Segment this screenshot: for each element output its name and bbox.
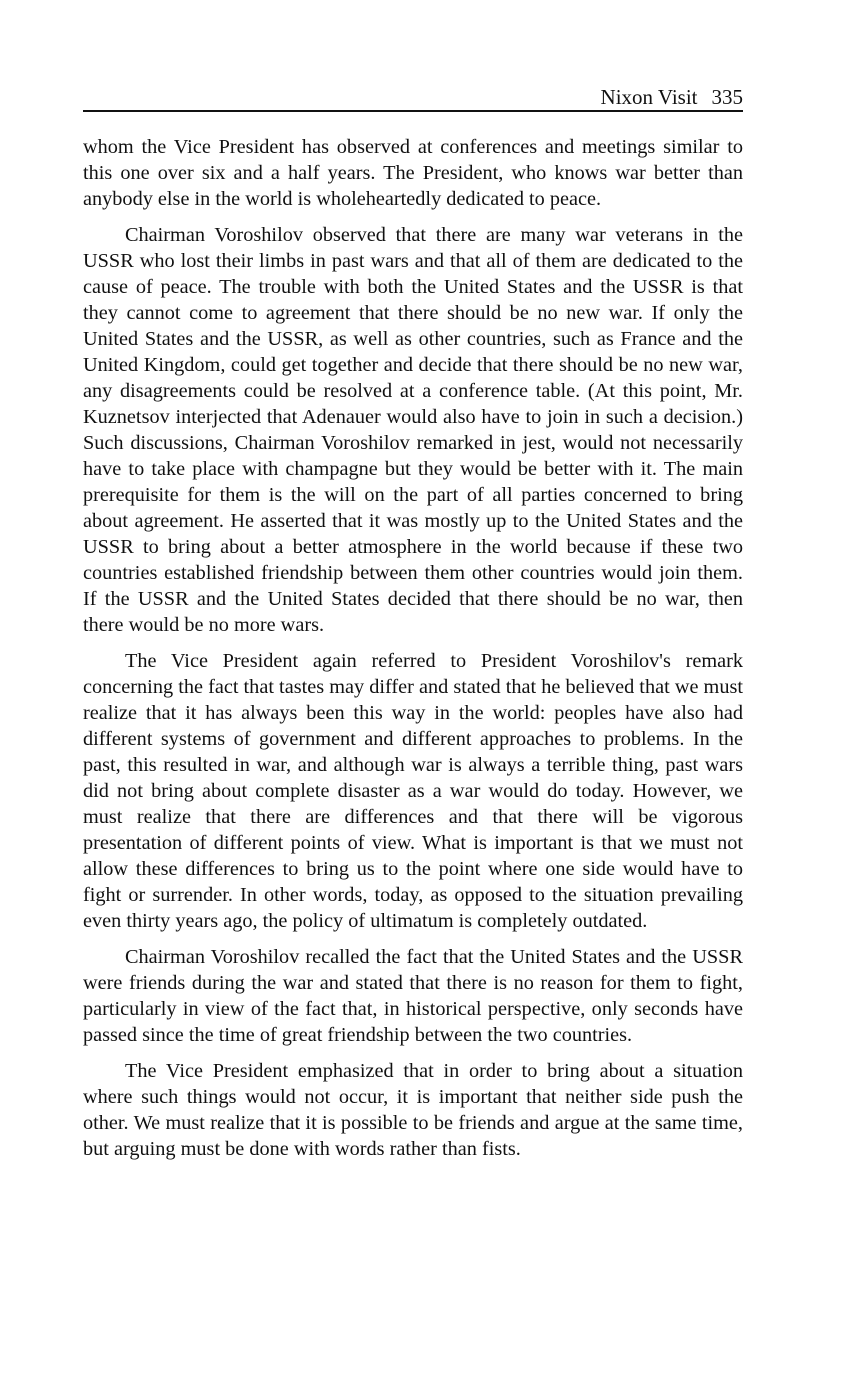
paragraph: The Vice President again referred to President Voroshilov's remark concerning the fact that tastes may differ and stated that he believed that we must realize that it has always been this way in the world: peoples have also had different systems of government and different approaches to problems. In the past, this resulted in war, and although war is always a terrible thing, past wars did not bring about complete disaster as a war would do today. However, we must realize that there are differences and that there will be vigorous presentation of different points of view. What is important is that we must not allow these differences to bring us to the point where one side would have to fight or surrender. In other words, today, as opposed to the situation prevailing even thirty years ago, the policy of ultimatum is completely outdated. <box>83 650 743 932</box>
paragraph: The Vice President emphasized that in order to bring about a situation where such things would not occur, it is important that neither side push the other. We must realize that it is possible to be friends and argue at the same time, but arguing must be done with words rather than fists. <box>83 1060 743 1160</box>
body-text <box>83 134 743 1172</box>
running-head-title: Nixon Visit <box>600 85 698 109</box>
header-rule <box>83 110 743 112</box>
paragraph: Chairman Voroshilov observed that there are many war veterans in the USSR who lost their limbs in past wars and that all of them are dedicated to the cause of peace. The trouble with both the United States and the USSR is that they cannot come to agreement that there should be no new war. If only the United States and the USSR, as well as other countries, such as France and the United Kingdom, could get together and decide that there should be no new war, any disagreements could be resolved at a conference table. (At this point, Mr. Kuznetsov interjected that Adenauer would also have to join in such a decision.) Such discussions, Chairman Voroshilov remarked in jest, would not necessarily have to take place with champagne but they would be better with it. The main prerequisite for them is the will on the part of all parties concerned to bring about agreement. He asserted that it was mostly up to the United States and the USSR to bring about a better atmosphere in the world because if these two countries established friendship between them other countries would join them. If the USSR and the United States decided that there should be no war, then there would be no more wars. <box>83 224 743 636</box>
page-number: 335 <box>711 85 743 109</box>
paragraph-continued: whom the Vice President has observed at conferences and meetings similar to this one over six and a half years. The President, who knows war better than anybody else in the world is wholeheartedly dedicated to peace. <box>83 136 743 210</box>
paragraph: Chairman Voroshilov recalled the fact that the United States and the USSR were friends during the war and stated that there is no reason for them to fight, particularly in view of the fact that, in historical perspective, only seconds have passed since the time of great friendship between the two countries. <box>83 946 743 1046</box>
